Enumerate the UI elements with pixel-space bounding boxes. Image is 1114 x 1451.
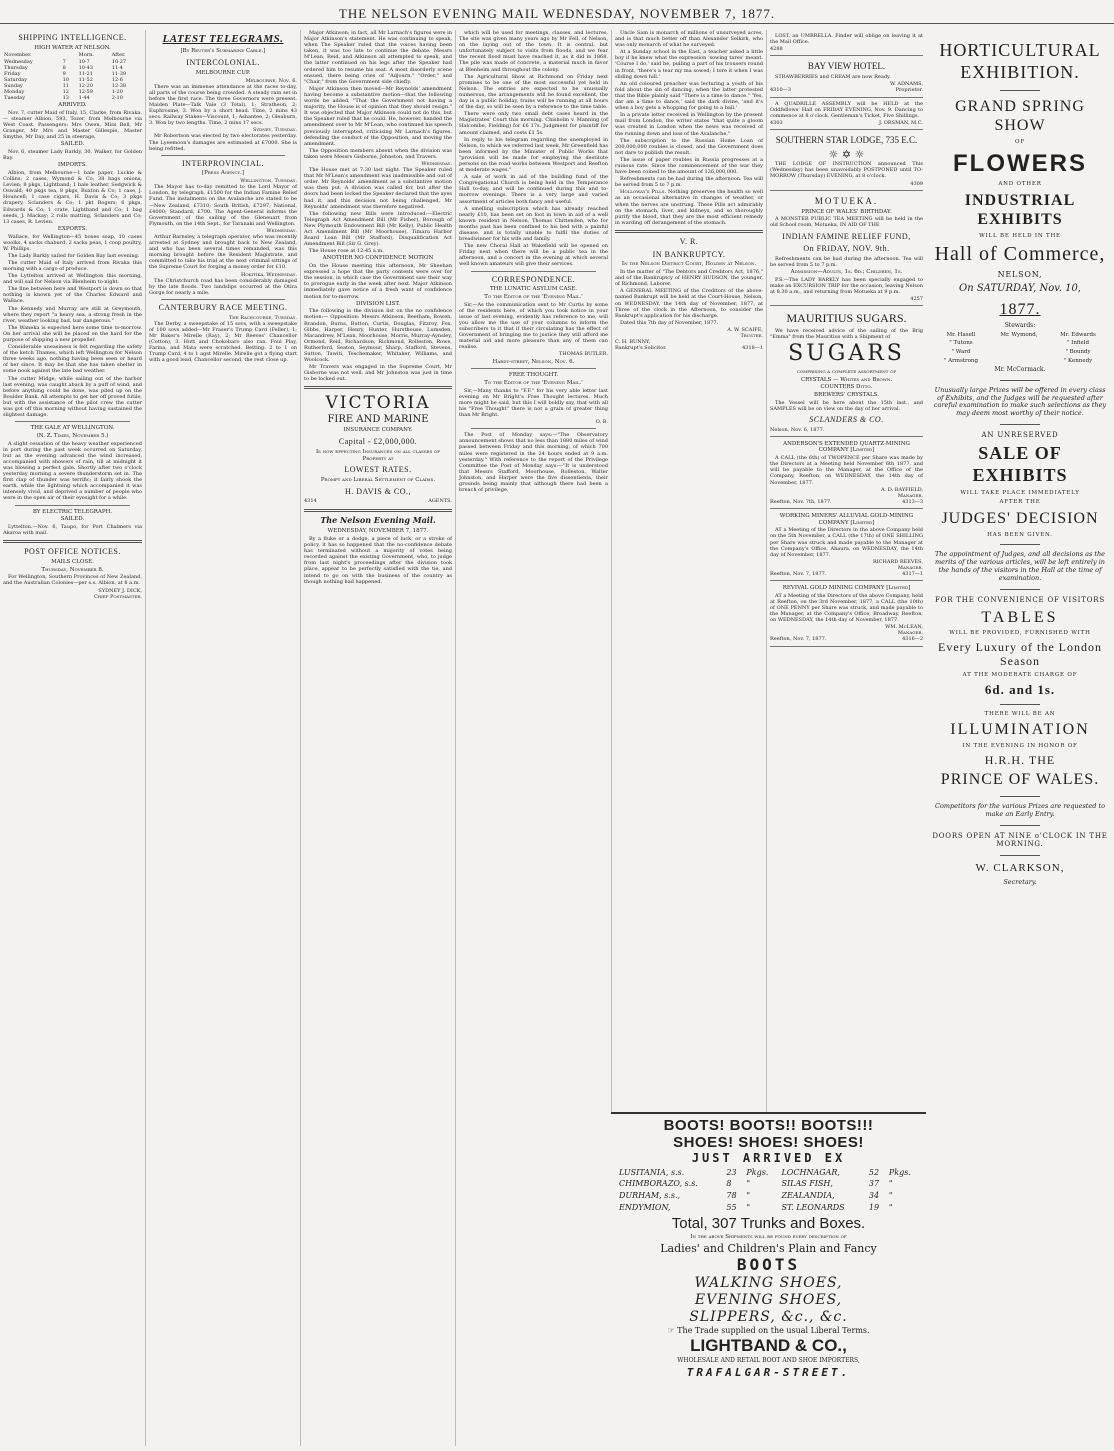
tide-table [3,52,142,101]
mails-text: For Wellington, Southern Provinces of New Zealand, and the Australian Colonies—per s.s. Albion, at 8 a.m. [3,574,142,587]
column-local-news [455,30,611,1446]
news-item: Considerable uneasiness is felt regarding the safety of the ketch Thames, which left Wellington for Nelson three weeks ago, nothing having been seen or heard of her since. It may be that she has taken shelter in some nook against the late bad weather. [3,344,142,375]
asylum-signature: THOMAS BUTLER. [558,351,608,358]
wed-dateline: Wednesday. [266,227,297,234]
postmaster-title: Chief Postmaster. [93,593,142,600]
tide-header-day: November. [4,52,32,59]
news-item: The Kennedy and Murray are still at Greymouth, where they report "a heavy sea, a strong fresh in the river, weather looking bad, bar dangerous." [3,305,142,324]
lodge-ad: SOUTHERN STAR LODGE, 735 E.C. ☼ ✡ ☼ THE LODGE OF INSTRUCTION announced This (Wednesday) has been unavoidably POSTPONED until TO-MORROW (Thursday) EVENING, at 8 o'clock. 4309 [770,130,923,191]
table-row: Friday 9 11·21 11·39 [4,70,127,77]
competitors-text: Competitors for the various Prizes are requested to make an Early Entry. [934,801,1106,818]
bay-view-heading: BAY VIEW HOTEL. [807,61,886,72]
trustee-name: A. W. SCAIFE, [727,326,763,333]
table-row: " Ward " Boundy [951,348,1091,355]
holloway-heading: Holloway's Pills. [620,189,667,196]
intercolonial-heading: INTERCOLONIAL. [186,58,260,68]
fire-marine: FIRE AND MARINE [327,414,429,426]
vr-royal-cipher: V. R. [679,236,699,246]
race-heading: CANTERBURY RACE MEETING. [158,302,288,312]
illumination-heading: ILLUMINATION [950,721,1090,739]
insurance-company: INSURANCE COMPANY. [343,427,413,434]
post-text: The Post of Monday says:—"The Observatory announcement shows that no less than 1880 miles of wind passed between Friday and this morning, of which 700 miles were registered in the 24 hours ended at 9 a.m. yesterday." With reference to the report of the Privilege Committee the Post of Monday says:—"It is understood that Messrs Stafford, Moorhouse, Rolleston, Walter Johnston, and Harper were the five dissentients, their grounds being mainly that although there had been a breach of privilege. [459,432,608,494]
ad-number: 4318—1 [742,345,763,352]
shipment-table [615,1166,922,1215]
bankruptcy-meeting: A GENERAL MEETING of the Creditors of the above-named Bankrupt will be held at the Court-House, Nelson, on WEDNESDAY, the 14th day of November, 1877, at Three of the clock in the Afternoon, to consider the Bankrupt's application for his discharge. [615,288,763,319]
trade-note: ☞ The Trade supplied on the usual Liberal Terms. [667,1325,870,1335]
news-item: which will be used for meetings, classes, and lectures. The site was given many years ago by Mr Fell, of Nelson, on the laying out of the town. It is central, but unfortunately subject to visits from floods, and we fear the recent flood must have reached it, as it did in 1868. The pile was made of concrete, a material much in favor at Blenheim and throughout the colony. [459,30,608,73]
ad-number: 4314 [304,498,317,505]
sugars-heading: MAURITIUS SUGARS. [786,311,907,326]
cup-heading: MELBOURNE CUP. [195,69,251,76]
interprov-text: The Mayor has to-day remitted to the Lord Mayor of London, by telegraph, £1500 for the Indian Famine Relief Fund. The instalments on the Avalanche are stated to be—New Zealand, £7310; South British, £7297; National, £4000; Standard, £700. The Agent-General informs the Government of the sailing of the Gleneuart from Plymouth, on the 14th Sept., for Taranaki and Wellington. [149,184,297,227]
judges-decision: JUDGES' DECISION [941,510,1099,528]
appointment-text: The appointment of Judges, and all decisions as the merits of the various articles, will be left entirely in the hands of the visitors in the Hall at the time of examination. [934,550,1106,583]
misc-item: In a private letter received in Wellington by the present mail from London, the writer states "that quite a gloom was created in London when the news was received of the running down and loss of the Avalanche." [615,112,763,137]
table-row: " Armstrong " Kennedy [943,357,1093,364]
column-telegrams [145,30,300,1446]
paper-title: The Nelson Evening Mail. [320,514,436,525]
working-miners-ad: WORKING MINERS' ALLUVIAL GOLD-MINING COMPANY [Limited] AT a Meeting of the Directors in the above Company held on the 5th November, a CALL (the 17th) of ONE SHILLING per Share was struck and made payable to the Manager at the Company's Office, Ahaura, on WEDNESDAY, the 14th day of November, 1877. RICHARD REEVES, Manager. Reefton, Nov. 7, 1877. 4317—1 [770,509,923,581]
trustee-title: Trustee. [740,333,763,340]
doors-text: DOORS OPEN AT NINE o'CLOCK IN THE MORNING. [932,831,1108,849]
no-confidence-heading: ANOTHER NO CONFIDENCE MOTION [322,255,434,262]
horticultural-ad: HORTICULTURAL EXHIBITION. GRAND SPRING SHOW OF FLOWERS AND OTHER INDUSTRIAL EXHIBITS WILL BE HELD IN THE Hall of Commerce, NELSON, On SATURDAY, Nov. 10, 1877. Stewards: Mr. Hasell Mr. Wymond, Mr. Edwards " Tutons " Infield " Ward " Boundy " Armstrong " Kennedy Mr. McCormack. Unusually large Prizes will be offered in every class of Exhibits, and the Judges will be requested after careful examination to make such selections as they may deem most worthy of their notice. AN UNRESERVED SALE OF EXHIBITS WILL TAKE PLACE IMMEDIATELY AFTER THE JUDGES' DECISION HAS BEEN GIVEN. The appointment of Judges, and all decisions as the merits of the various articles, will be left entirely in the hands of the visitors in the Hall at the time of examination. FOR THE CONVENIENCE OF VISITORS TABLES WILL BE PROVIDED, FURNISHED WITH Every Luxury of the London Season AT THE MODERATE CHARGE OF 6d. and 1s. THERE WILL BE AN ILLUMINATION IN THE EVENING IN HONOR OF H.R.H. THE PRINCE OF WALES. Competitors for the various Prizes are requested to make an Early Entry. DOORS OPEN AT NINE o'CLOCK IN THE MORNING. W. CLARKSON, Secretary. [932,40,1108,886]
news-item: The cutter Midge, while sailing out of the harbor last evening, was caught aback by a puff of wind, and before anything could be done, was piled up on the Boulder Bank. All attempts to get her off proved futile, but with the assistance of the pilot crew the cutter was got off this morning without having sustained the slightest damage. [3,375,142,419]
article-text: The Opposition members absent when the division was taken were Messrs Gisborne, Johnston, and Travers. [304,147,452,160]
misc-item: The subscription to the Russian Home Loan of 200,000,000 roubles is closed, and the Government does not dare to publish the result. [615,137,763,156]
bay-view-signature: W. ADNAMS, [889,81,923,88]
asylum-letter: Sir,—As the communication sent to Mr Curtis by some of the residents here, of which you took notice in your issue of last evening, evidently has reference to me, will you allow me the use of your columns to inform the subscribers to it that if their circulating has the effect of Government of bringing me to justice they will afford me material aid and more pleasure than any of them can realise. [459,301,608,351]
lightband-sub: WHOLESALE AND RETAIL BOOT AND SHOE IMPORTERS, [677,1357,860,1365]
travers-text: Mr Travers was engaged in the Supreme Court, Mr Gisborne was not well, and Mr Johnston was just in time to be locked out. [304,364,452,383]
misc-item: The issue of paper roubles in Russia progresses at a ruinous rate. Since the commencement of the war they have been coined to the amount of 126,000,000. [615,156,763,176]
arrived-text: Nov. 7, cutter Maid of Italy, 15, Clarke, from Rivaka. — steamer Albion, 593, Tozer, from Melbourne via West Coast. Passengers: Mrs Owen, Miss Bell, Mr Granger, Mr Mrs and Master Gillespie, Master Smythe, Mr Day, and 25 in steerage. [3,109,142,141]
table-row: " Tutons " Infield [949,340,1090,347]
gale-text: A slight cessation of the heavy weather experienced in port during the past week occurred on Saturday, but as the evening advanced the wind increased, accompanied with showers of rain, till at midnight it was blowing a perfect gale. Shortly after two o'clock yesterday morning a severe thunderstorm set in. The first clap of thunder was terrific; it fairly shook the earth, while the lightning which accompanied it was intensely vivid, and deprived a number of people who were in the open air of their eyesight for a while. [3,440,142,502]
news-item: The fine between here and Westport is down so that nothing is known yet of the Charles Edward and Wallace. [3,286,142,305]
correspondence-heading: CORRESPONDENCE. [491,274,576,284]
total-trunks: Total, 307 Trunks and Boxes. [671,1214,866,1232]
telegraph-heading: BY ELECTRIC TELEGRAPH. [32,508,113,515]
cup-dateline: Melbourne, Nov. 6. [245,77,297,84]
grand-spring-show: GRAND SPRING SHOW [955,97,1085,135]
revival-ad: REVIVAL GOLD MINING COMPANY [Limited] AT a Meeting of the Directors of the above Company, held at Reefton, on the 3rd November, 1877, a CALL (the 10th) of ONE PENNY per Share was struck, and made payable to the Manager, at the Company's Office, Broadway, Reefton, on WEDNESDAY, the 14th day of November, 1877. WM. McLEAN, Manager. Reefton, Nov. 7, 1877. 4316—2 [770,581,923,646]
shipping-title: SHIPPING INTELLIGENCE. [18,33,127,42]
lightband-name: LIGHTBAND & CO., [690,1335,847,1355]
lost-umbrella-ad: LOST, an UMBRELLA. Finder will oblige on leaving it at the Mail Office. 4288 [770,30,923,56]
bay-view-ad: BAY VIEW HOTEL. STRAWBERRIES and CREAM are now Ready. W. ADNAMS, 4310—3 Proprietor. [770,56,923,97]
ladies-line: Ladies' and Children's Plain and Fancy [660,1241,877,1255]
motueka-ad: MOTUEKA. PRINCE OF WALES' BIRTHDAY. A MONSTER PUBLIC TEA MEETING will be held in the old School room, Motueka, IN AID OF THE INDIAN FAMINE RELIEF FUND, On FRIDAY, NOV. 9th. Refreshments can be had during the afternoon. Tea will be served from 5 to 7 p.m. Admission—Adults, 1s. 6d.; Children, 1s. P.S.—The LADY BARKLY has been specially engaged to make an EXCURSION TRIP for the occasion, leaving Nelson at 8.30 a.m., and returning from Motueka at 9 p.m. 4257 [770,191,923,307]
sydney-dateline: Sydney, Tuesday. [252,127,297,134]
slippers: SLIPPERS, &c., &c. [689,1308,848,1325]
column-horticultural [926,30,1114,1446]
postmaster-name: SYDNEY J. DICK, [98,587,142,594]
news-item: The Agricultural Show at Richmond on Friday next promises to be one of the most successful yet held in Nelson. The entries are expected to be unusually numerous, the arrangements will be found excellent, the day is a public holiday, trains will be running at all hours of the day, so will be seen by a reference to the time table. [459,73,608,111]
price: 6d. and 1s. [984,681,1056,697]
table-row: DURHAM, s.s., 78 " ZEALANDIA, 34 " [619,1191,893,1201]
interprovincial-heading: INTERPROVINCIAL. [182,158,264,168]
anderson-ad: ANDERSON'S EXTENDED QUARTZ-MINING COMPANY [Limited] A CALL (the 6th) of TWOPENCE per Share was made by the Directors at a Meeting held November 6th 1877, and will be payable to the Manager, at the Office of the Company, Reefton, on WEDNESDAY, the 14th day of November, 1877. A. D. BAYFIELD, Manager. Reefton, Nov. 7th, 1877. 4313—3 [770,437,923,509]
column-parliament [300,30,455,1446]
walking-shoes: WALKING SHOES, [694,1274,843,1291]
above-shipments: In the above Shipments will be found every description of [690,1233,847,1240]
evening-shoes: EVENING SHOES, [694,1291,843,1308]
arrived-heading: ARRIVED. [58,102,87,109]
post-office-heading: POST OFFICE NOTICES. [24,547,121,557]
show-date: On SATURDAY, Nov. 10, [959,283,1081,295]
telegrams-title: LATEST TELEGRAMS. [162,33,284,45]
flowers-heading: FLOWERS [953,149,1087,177]
just-arrived: JUST ARRIVED EX [691,1151,846,1165]
horticultural-heading: HORTICULTURAL EXHIBITION. [939,40,1101,82]
table-row: Saturday 10 11·52 12·6 [4,76,123,83]
boots-word: BOOTS [736,1255,801,1275]
free-thought-to: To the Editor of the 'Evening Mail.' [484,379,583,386]
wed-text: Arthur Barnsley, a telegraph operator, who was recently arrested at Sydney and brought back to New Zealand, and who has been several times remanded, was this morning brought before the Resident Magistrate, and committed to take his trial at the next criminal sittings of the Supreme Court for forging a money order for £10. [149,233,297,271]
admission: Admission—Adults, 1s. 6d.; Children, 1s. [790,269,903,276]
ad-number: 4288 [770,46,783,53]
imports-heading: IMPORTS. [57,162,88,169]
boots-line: BOOTS! BOOTS!! BOOTS!!! [663,1117,874,1134]
news-item: The Waneka is expected here some time to-morrow. On her arrival she will be placed on the hard for the purpose of shipping a new propeller. [3,324,142,344]
lodge-heading: SOUTHERN STAR LODGE, 735 E.C. [775,134,918,145]
news-item: A sale of work in aid of the building fund of the Congregational Church is being held in the Temperance Hall to-day, and will be continued during this and to-morrow evenings. There is a very large and varied assortment of articles both fancy and useful. [459,174,608,205]
no-confidence-text: On the House meeting this afternoon, Mr Sheehan expressed a hope that the party contests were over for the session, in which case the Government saw their way to prorogue early in the week after next. Major Atkinson immediately gave notice of a fresh want of confidence motion for to-morrow. [304,263,452,300]
agents-label: AGENTS. [428,498,452,505]
famine-date: On FRIDAY, NOV. 9th. [803,244,890,254]
motueka-heading: MOTUEKA. [814,195,879,206]
free-thought-signature: O. B. [595,419,608,426]
tide-header-morn: Morn. [78,52,94,59]
bankruptcy-text: In the matter of "The Debtors and Creditors Act, 1876," and of the Bankruptcy of HENRY HUDSON, the younger, of Richmond, Laborer. [615,269,763,288]
table-row: Thursday 8 10·43 11·4 [4,64,123,71]
court-heading: In the Nelson District Court, Holden at Nelson. [621,261,757,268]
news-item: The cutter Maid of Italy arrived from Rivaka this morning with a cargo of produce. [3,259,142,272]
prizes-text: Unusually large Prizes will be offered in every class of Exhibits, and the Judges will be requested after careful examination to make such selections as they may deem most worthy of their notice. [933,385,1107,418]
table-row: Sunday 11 12·20 12·38 [4,82,127,89]
tide-header-after: After. [111,52,126,59]
tel-sailed-heading: SAILED. [60,516,85,523]
cup-text: There was an immense attendance at the races to-day, all parts of the course being crowded. A steady rain set in before the first race. The three Governors were present. Maiden Plate—Talk Vale (3 Total), 1; Stratheon, 2; Euphrosine, 3. Won by a short head. Time, 2 mins 43 secs. Railway Stakes—Viscount, 1; Ashantee, 2; Gleaburn, 3. Won by two lengths. Time, 2 mins 17 secs. [149,83,297,127]
hall-of-commerce: Hall of Commerce, [934,243,1106,266]
article-text: The following new Bills were introduced:—Electric Telegraph Act Amendment Bill (Mr Fisher), Borough of New Plymouth Endowment Bill (Mr Kelly), Public Health Act Amendment Bill (Mr Moorhouse), Timaru Harbor Board Loan Bill (Mr Stafford), Disqualification Act Amendment Bill (Sir G. Grey). [304,210,452,248]
misc-item: Refreshments can be had during the afternoon. Tea will be served from 5 to 7 p.m. [615,176,763,189]
secretary-name: W. CLARKSON, [975,861,1065,874]
mails-heading: MAILS CLOSE. [51,558,94,565]
sale-of-exhibits: SALE OF EXHIBITS [972,442,1068,485]
solicitor-name: C. H. BUNNY, [615,339,651,346]
show-year: 1877. [999,300,1041,318]
trafalgar-street: TRAFALGAR-STREET. [686,1365,851,1379]
bankruptcy-date: Dated this 7th day of November, 1877. [620,319,719,326]
shoes-line: SHOES! SHOES! SHOES! [673,1133,864,1151]
bankruptcy-heading: IN BANKRUPTCY. [652,249,726,259]
article-text: Major Atkinson then moved—Mr Reynolds' amendment having become a substantive motion—that the following words be added, "That the Government not having a majority, the House is of opinion that they should resign." It was objected that Major Atkinson could not do this, but the Speaker ruled that he could. He, however, handed the amendment over to Mr M'Lean, who continued his speech previously interrupted, criticising Mr Larnach's figures, defending the conduct of the Opposition, and moving the amendment. [304,85,452,147]
news-item: A smelling subscription which has already reached nearly £10, has been set on foot in town in aid of a well known resident in Nelson, Thomas Chittenden, who for months past has been confined to his bed with a painful disease, and is totally unable to fulfil the duties of breadwinner for his wife and family. [459,205,608,243]
table-row: Tuesday 13 1·44 2·10 [4,95,123,102]
imports-text: Albion, from Melbourne—1 bale paper, Luckie & Collins; 2 cases, Wymond & Co; 38 bags onions, Levien; 8 pkgs, Lightband; 1 bale leather, Sedgwick & Oswald; 40 pkgs tea, 8 pkgs, Buxton & Co; 1 case, J. Houncell; 1 case cigars, H. Davis & Co; 3 pkgs drapery, Sclanders & Co; 1 pkt Rogers; 6 pkgs, Edwards & Co; 1 crate, Lightband and Co; 1 bag seeds, J. Mackay; 2 rolls matting, Sclanders and Co; 13 cases, R. Levien. [3,169,142,225]
boots-ad [611,1112,926,1446]
wed-dateline: Wednesday. [421,160,452,167]
article-text: Major Atkinson; in fact, all Mr Larnach's figures were in Major Atkinson's statement. He was continuing to speak, when The Speaker ruled that the voices having been taken, it was too late to continue the debate. Messrs M'Lean, Reid, and Atkinson all attempted to speak, and the latter continued on his legs after the Speaker had ordered him to resume his seat. A most disorderly scene ensued, there being cries of "Adjourn," "Order," and "Chair," from the Government side chiefly. [304,30,452,85]
mails-day: Thursday, November 8. [41,566,104,573]
misc-item: At a Sunday school in the East, a teacher asked a little boy if he knew what the expression 'sowing tares' meant. 'Course I do,' said he, pulling a part of his trousers round in front, 'there's a tear my ma sowed; I tore it when I was sliding down hill.' [615,49,763,80]
wellington-dateline: Wellington, Tuesday. [240,178,297,185]
press-agency: [Press Agency.] [201,170,245,177]
tables-heading: TABLES [981,608,1059,626]
news-item: The new Choral Hall at Wakefield will be opened on Friday next when there will be a public tea in the afternoon, and a concert in the evening at which several well known amateurs will give their services. [459,243,608,268]
asylum-to: To the Editor of the 'Evening Mail.' [484,294,583,301]
news-item: In reply to his telegram regarding the unemployed in Nelson, to which we referred last week, Mr Greenfield has been informed by the Minister of Public Works that "provision will be made for employing the destitute persons on the road works between Westport and Reefton at moderate wages." [459,136,608,174]
gale-source: (N. Z. Times, November 5.) [36,432,109,439]
quadrille-ad: A QUADRILLE ASSEMBLY will be HELD at the Oddfellows' Hall on FRIDAY EVENING, Nov. 9. Dancing to commence at 8 o'clock. Gentleman's Ticket, Five Shillings. 4303 J. ORSMAN, M.C. [770,98,923,130]
sydney-text: Mr Robertson was elected by two electorates yesterday. The Lyeemoon's damages are estimated at £7000. She is being refitted. [149,133,297,152]
free-thought-heading: FREE THOUGHT. [508,372,559,379]
table-row: Monday 12 12·59 1·20 [4,89,123,96]
table-row: CHIMBORAZO, s.s. 8 " SILAS FISH, 37 " [619,1179,893,1189]
table-row: Wednesday 7 10·7 10·27 [4,58,127,65]
division-text: The following is the division list on the no confidence motion:— Opposition: Messrs Atkinson, Beetham, Bowen, Brandon, Burns, Button, Curtis, Douglas, Fitzroy, Fox, Gibbs, Harper, Henry, Hunter, Hursthouse, Lumsden, Macandrew, M'Lean, Moorhouse, Morris, Murray-Aynsley, Ormond, Reid, Richardson, Richmond, Rolleston, Rowe, Rutherford, Seaton, Seymour, Sharp, Stafford, Stevens, Sutton, Tawiti, Teschemaker, Whitaker, Williams, and Woolcock. [304,308,452,364]
asylum-place: Hardy-street, Nelson, Nov. 6. [492,358,575,365]
news-item: The Lyttelton arrived at Wellington this morning, and will sail for Nelson via Blenheim to-night. [3,273,142,286]
hokitika-text: The Christchurch road has been considerably damaged by the late floods. Two landslips occurred at the Otira Gorge for nearly a mile. [149,277,297,296]
article-text: The House met at 7:30 last night. The Speaker ruled that Mr M'Lean's amendment was inadmissible and out of order. Mr Reynolds' amendment as a substantive motion was then put. A division was called for, but after the doors had been locked the Speaker declared that the ayes had it, and this decision not being challenged, Mr Reynolds' amendment was therefore negatived. [304,167,452,210]
exports-text: Wallace, for Wellington—45 boxes soap, 10 cases woolks, 4 sacks chaburd, 2 sacks peas, 1 coop poultry, W. Phillips. [3,233,142,252]
capital: Capital - £2,000,000. [338,437,418,447]
article-text: The House rose at 12:45 a.m. [309,248,384,255]
exports-heading: EXPORTS. [57,225,88,232]
table-row: Mr. Hasell Mr. Wymond, Mr. Edwards [946,331,1096,338]
stewards-table [932,330,1108,367]
masthead: THE NELSON EVENING MAIL WEDNESDAY, NOVEMBER 7, 1877. [0,0,1114,24]
industrial-exhibits: INDUSTRIAL EXHIBITS [964,191,1076,229]
sailed-text: Nov. 6, steamer Lady Barkly, 30, Walker, for Golden Bay. [3,149,142,162]
race-source: The Racecourse, Tuesday. [228,314,297,321]
holloway-ad: Holloway's Pills. Nothing preserves the health so well as an occasional alternative in changes of weather, or when the nerves are unstrung. These Pills act admirably on the stomach, liver, and kidneys, and so thoroughly purify the blood, that they are the most efficient remedy in warding off derangement of the stomach. [615,189,763,226]
masonic-compass-icon: ☼ ✡ ☼ [828,147,865,161]
news-item: There were only two small debt cases heard in the Magistrates' Court this morning. Chisholm v. Manning (of Halcombe, Fielding) for £6 17s. Judgment for plaintiff for amount claimed, and costs £1 5s. [459,111,608,136]
stewards-heading: Stewards: [1004,322,1036,330]
hokitika-dateline: Hokitika, Wednesday. [241,271,297,278]
mauritius-sugars-ad: MAURITIUS SUGARS. We have received advice of the sailing of the Brig "Emma" from the Mauritius with a Shipment of SUGARS comprising a complete assortment of CRYSTALS — Whites and Brown. COUNTERS Ditto. BREWERS' CRYSTALS. The Vessel will be here about the 15th inst., and SAMPLES will be on view on the day of her arrival. SCLANDERS & CO. Nelson, Nov. 6, 1877. [770,306,923,436]
table-row: ENDYMION, 55 " ST. LEONARDS 19 " [619,1202,893,1212]
gale-heading: THE GALE AT WELLINGTON. [30,425,115,432]
news-item: The Lady Barkly sailed for Golden Bay last evening. [8,252,140,259]
tel-sailed-text: Lyttelton.—Nov. 6, Taupo, for Port Chalmers via Akaroa with mail. [3,523,142,537]
sugars-title: SUGARS [788,341,905,367]
famine-fund: INDIAN FAMINE RELIEF FUND, [782,231,911,241]
high-water-title: HIGH WATER AT NELSON. [34,44,111,51]
misc-item: An old coloured preacher was lecturing a youth of his fold about the sin of dancing, when the latter protested that the Bible plainly said "There is a time to dance." 'Yes, dar am a time to dance,' said the dark divine, 'and it's when a boy gets a whopping for going to a ball.' [615,80,763,112]
table-row: LUSITANIA, s.s. 23 Pkgs. LOCHNAGAR, 52 Pkgs. [619,1167,911,1177]
lowest-rates: LOWEST RATES. [344,465,412,475]
prince-of-wales: PRINCE OF WALES. [940,771,1100,789]
race-text: The Derby, a sweepstake of 15 sovs, with a sweepstake of 100 sovs added—Mr Fraser's Trump Card (Feller), 1; Mr Baker's Mirelle (Ray), 2; Mr Reeves' Chancellor (Cotton), 3. Hutt and Chokobaro also ran. Foul Play, Farina, and Mata were scratched. Betting: 2 to 1 on Trump Card, 4 to 1 agst Mirelle. Mirelle got a flying start with a good lead, Chancellor second, the rest close up. [149,320,297,364]
division-heading: DIVISION LIST. [356,300,400,307]
sailed-heading: SAILED. [60,141,85,148]
sclanders-signature: SCLANDERS & CO. [809,414,884,424]
effecting: Is now effecting Insurances on all classes of Property at [315,448,441,462]
free-thought-letter: Sir,—Many thanks to "F.F." for his very able letter last evening on Mr Bright's Free Thought lectures. Much more might be said, but this I will boldly say, that with all his "Free Thought" there is not a grain of greater thing than Mr Bright. [459,387,608,419]
misc-item: Uncle Sam is monarch of millions of unsurveyed acres, and is that much better off than Alexander Selkirk, who was only monarch of what he surveyed. [615,30,763,49]
solicitor-title: Bankrupt's Solicitor. [615,345,667,352]
asylum-heading: THE LUNATIC ASYLUM CASE. [490,286,577,293]
telegrams-source: [By Reuter's Submarine Cable.] [180,48,266,55]
leader-text: By a fluke or a dodge, a piece of luck, or a stroke of policy, it has so happened that the no-confidence debate has terminated without a majority of votes being recorded against the existing Government, who, to judge from last night's proceedings after the division took place, appear to be perfectly satisfied with the tie, and intend to go on with the business of the country as though nothing had happened. [304,536,452,585]
agent-name: H. DAVIS & CO., [344,486,412,496]
column-shipping [0,30,145,1446]
paper-date: WEDNESDAY, NOVEMBER 7, 1877. [327,528,429,535]
victoria-ad-title: VICTORIA [325,393,431,414]
prompt: Prompt and Liberal Settlement of Claims. [320,477,436,483]
luxury-line: Every Luxury of the London Season [938,639,1102,669]
